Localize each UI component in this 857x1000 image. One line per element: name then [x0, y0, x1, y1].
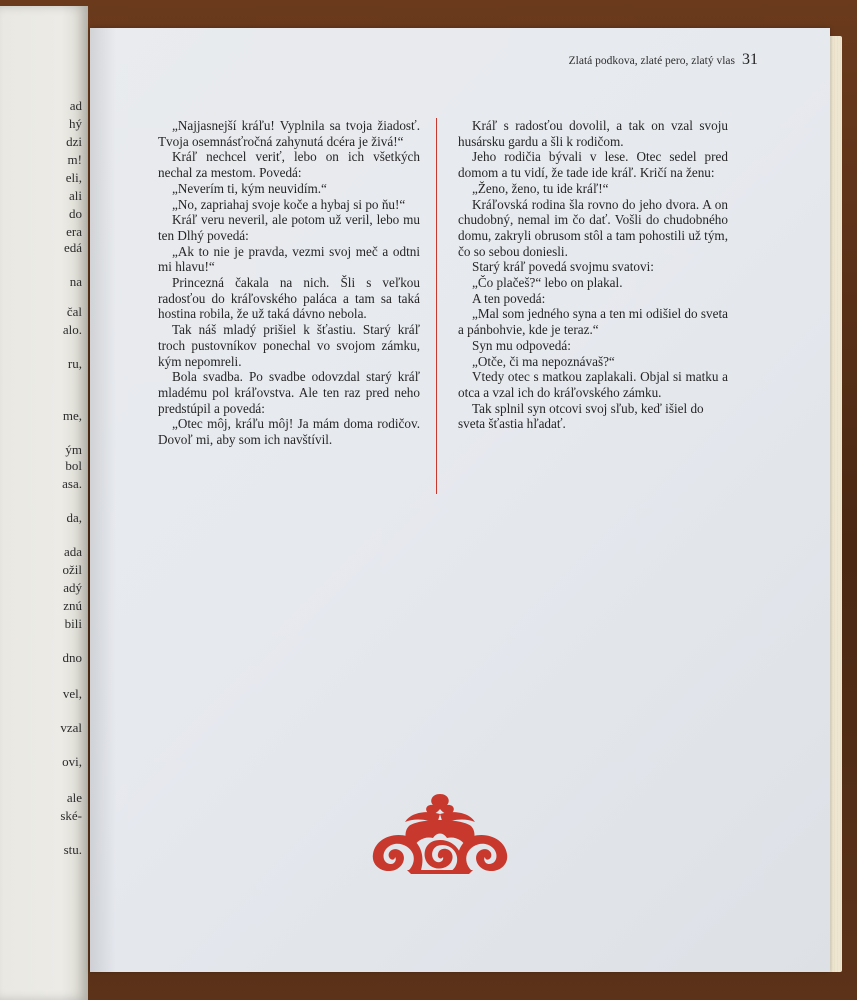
- left-page-text-fragment: adý: [63, 580, 82, 595]
- left-page-text-fragment: znú: [63, 598, 82, 613]
- left-page-text-fragment: ad: [69, 98, 82, 113]
- left-page-text-fragment: na: [69, 274, 82, 289]
- left-page-text-fragment: asa.: [62, 476, 82, 491]
- paragraph: Vtedy otec s matkou zaplakali. Objal si matku a otca a vzal ich do kráľovského zámku.: [458, 369, 728, 400]
- gutter-shadow: [90, 28, 116, 972]
- left-page: [0, 6, 88, 1000]
- left-page-text-fragment: ada: [63, 544, 82, 559]
- left-page-text-fragment: stu.: [63, 842, 82, 857]
- left-page-text-fragment: eli,: [65, 170, 82, 185]
- paragraph: „Otče, či ma nepoznávaš?“: [472, 353, 615, 369]
- folk-ornament-icon: [367, 792, 513, 876]
- paragraph: Kráľ veru neveril, ale potom už veril, lebo mu ten Dlhý povedá:: [158, 212, 420, 243]
- left-page-text-fragment: bol: [65, 458, 82, 473]
- left-page-text-fragment: ým: [65, 442, 82, 457]
- left-page-text-fragment: m!: [67, 152, 82, 167]
- paragraph: Jeho rodičia bývali v lese. Otec sedel pred domom a tu vidí, že tade ide kráľ. Kričí na ženu:: [458, 149, 728, 181]
- left-text-column: [158, 118, 420, 448]
- left-page-text-fragment: ru,: [67, 356, 82, 371]
- paragraph: „Otec môj, kráľu môj! Ja mám doma rodičov. Dovoľ mi, aby som ich navštívil.: [158, 416, 420, 448]
- left-page-text-fragment: do: [69, 206, 82, 221]
- left-page-text-fragment: dno: [62, 650, 82, 665]
- paragraph: Kráľ s radosťou dovolil, a tak on vzal svoju husársku gardu a šli k rodičom.: [458, 118, 728, 149]
- paragraph: „Ženo, ženo, tu ide kráľ!“: [472, 180, 609, 196]
- left-page-text-fragment: me,: [62, 408, 82, 423]
- left-page-text-fragment: dzi: [66, 134, 82, 149]
- paragraph: „Neverím ti, kým neuvidím.“: [172, 180, 327, 196]
- column-divider: [436, 118, 437, 494]
- paragraph: Kráľ nechcel veriť, lebo on ich všetkých nechal za mestom. Povedá:: [158, 149, 420, 181]
- left-page-text-fragment: da,: [66, 510, 82, 525]
- paragraph: Bola svadba. Po svadbe odovzdal starý kráľ mladému pol kráľovstva. Ale ten raz pred neho predstúpil a povedá:: [158, 369, 420, 416]
- paragraph: Syn mu odpovedá:: [472, 337, 571, 353]
- left-page-text-fragment: bili: [64, 616, 82, 631]
- book-page: [90, 28, 830, 972]
- paragraph: Tak splnil syn otcovi svoj sľub, keď išiel do sveta šťastia hľadať.: [458, 400, 704, 432]
- paragraph: A ten povedá:: [472, 290, 546, 306]
- left-page-text-fragment: ovi,: [62, 754, 82, 769]
- paragraph: Tak náš mladý prišiel k šťastiu. Starý kráľ troch pustovníkov ponechal vo svojom zámku, kým nepomreli.: [158, 322, 420, 369]
- paragraph: „Mal som jedného syna a ten mi odišiel do sveta a pánbohvie, kde je teraz.“: [458, 306, 729, 338]
- left-page-text-fragment: hý: [69, 116, 82, 131]
- left-page-text-fragment: alo.: [62, 322, 82, 337]
- paragraph: „No, zapriahaj svoje koče a hybaj si po ňu!“: [172, 196, 406, 212]
- left-page-text-fragment: ali: [69, 188, 82, 203]
- paragraph: „Najjasnejší kráľu! Vyplnila sa tvoja žiadosť. Tvoja osemnásťročná zahynutá dcéra je živá!“: [158, 118, 420, 149]
- left-page-text-fragment: ské-: [60, 808, 82, 823]
- left-page-text-fragment: vel,: [62, 686, 82, 701]
- left-page-text-fragment: era: [66, 224, 82, 239]
- paragraph: Starý kráľ povedá svojmu svatovi:: [472, 259, 654, 275]
- paragraph: „Ak to nie je pravda, vezmi svoj meč a odtni mi hlavu!“: [158, 243, 420, 275]
- left-page-text-fragment: vzal: [60, 720, 82, 735]
- left-page-text-fragment: ale: [66, 790, 82, 805]
- page-number: 31: [742, 51, 758, 68]
- left-page-text-fragment: edá: [63, 240, 82, 255]
- left-page-text-fragment: čal: [66, 304, 82, 319]
- paragraph: Princezná čakala na nich. Šli s veľkou radosťou do kráľovského paláca a tam sa taká hostina robila, že už taká dávno nebola.: [158, 275, 420, 322]
- paragraph: Kráľovská rodina šla rovno do jeho dvora. A on chudobný, nemal im čo dať. Vošli do chudobného domu, zakryli obrusom stôl a tam pohostili už tým, čo so sebou doniesli.: [458, 196, 728, 259]
- left-page-text-fragment: ožil: [62, 562, 82, 577]
- running-title: Zlatá podkova, zlaté pero, zlatý vlas: [568, 55, 735, 67]
- paragraph: „Čo plačeš?“ lebo on plakal.: [472, 275, 623, 291]
- right-text-column: [458, 118, 728, 432]
